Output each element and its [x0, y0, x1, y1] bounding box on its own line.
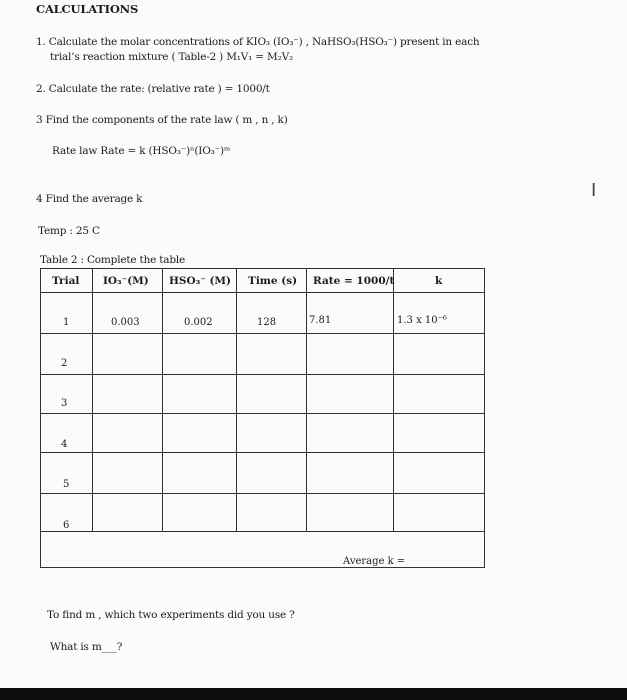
header-trial: Trial [52, 275, 80, 287]
table-caption: Table 2 : Complete the table [40, 254, 186, 266]
question-6: What is m___? [50, 641, 123, 653]
row-1-rate: 7.81 [309, 315, 332, 326]
question-5: To find m , which two experiments did you use ? [47, 609, 295, 621]
header-time: Time (s) [248, 275, 298, 287]
header-rate: Rate = 1000/t [313, 275, 395, 287]
header-bisulfite: HSO₃⁻ (M) [169, 275, 232, 287]
header-k: k [435, 275, 443, 287]
temperature: Temp : 25 C [38, 225, 100, 237]
question-1-line-2: trial’s reaction mixture ( Table-2 ) M₁V₁ = M₂V₂ [50, 51, 293, 63]
header-iodate: IO₃⁻(M) [103, 275, 149, 287]
row-6-trial: 6 [63, 520, 70, 531]
row-1-time: 128 [257, 317, 277, 328]
page-title: CALCULATIONS [36, 2, 139, 16]
row-2-trial: 2 [61, 358, 68, 369]
text-cursor-icon: I [591, 180, 597, 201]
question-4: 4 Find the average k [36, 193, 143, 205]
row-1-trial: 1 [63, 317, 70, 328]
screen-bezel [0, 688, 627, 700]
row-1-iodate: 0.003 [111, 317, 140, 328]
average-k-label: Average k = [343, 556, 406, 567]
question-3: 3 Find the components of the rate law ( m , n , k) [36, 114, 288, 126]
results-table [40, 268, 485, 568]
row-1-bisulfite: 0.002 [184, 317, 213, 328]
rate-law: Rate law Rate = k (HSO₃⁻)ⁿ(IO₃⁻)ᵐ [52, 145, 231, 157]
question-2: 2. Calculate the rate: (relative rate ) = 1000/t [36, 83, 270, 95]
row-4-trial: 4 [61, 439, 68, 450]
row-3-trial: 3 [61, 398, 68, 409]
row-5-trial: 5 [63, 479, 70, 490]
question-1-line-1: 1. Calculate the molar concentrations of KIO₃ (IO₃⁻) , NaHSO₃(HSO₃⁻) present in each [36, 36, 480, 48]
row-1-k: 1.3 x 10⁻⁶ [397, 315, 447, 326]
